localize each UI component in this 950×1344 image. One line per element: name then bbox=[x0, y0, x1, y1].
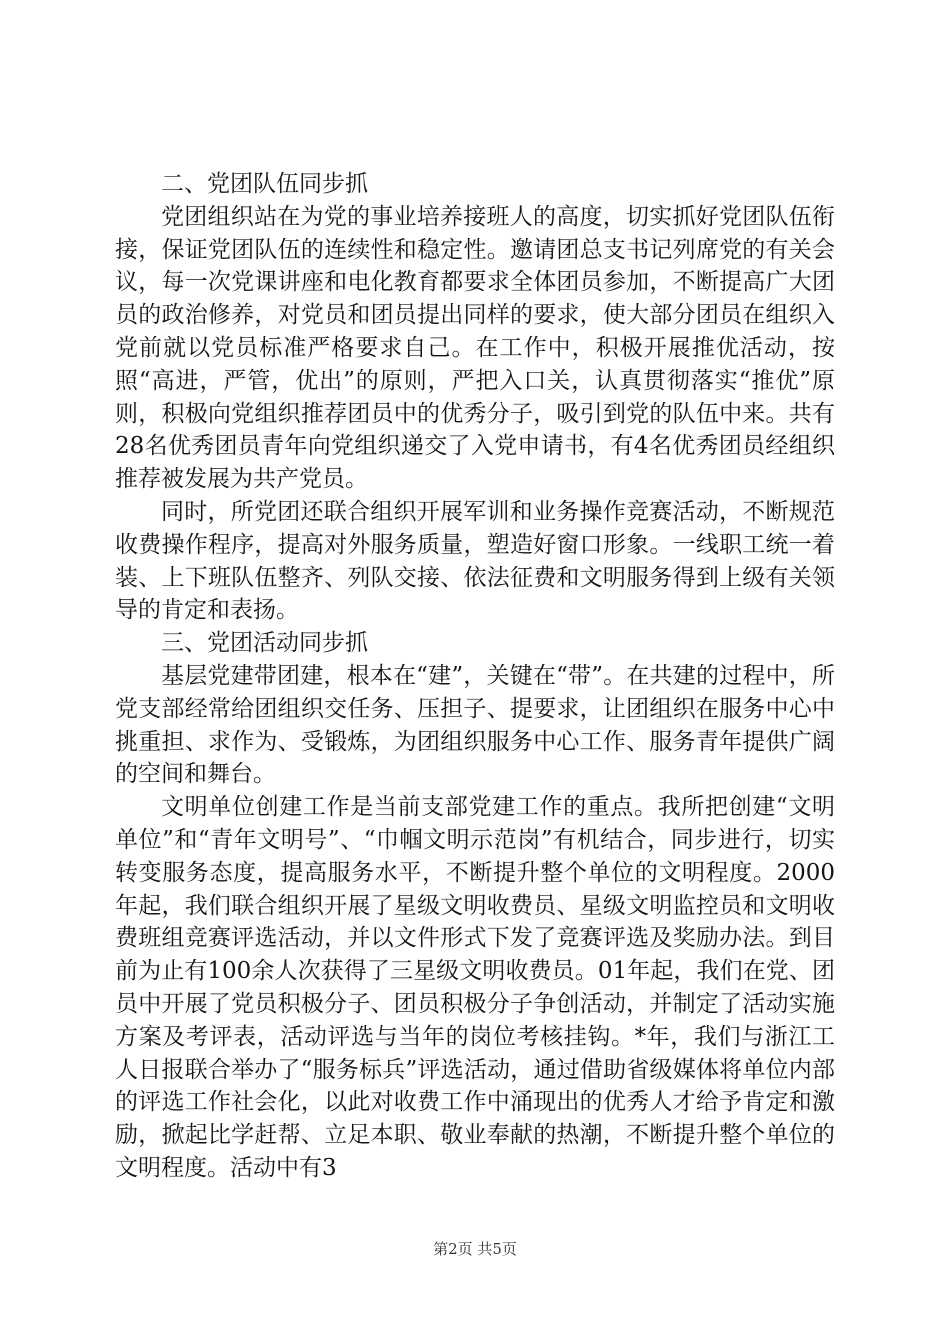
page-number-footer: 第2页 共5页 bbox=[433, 1240, 517, 1258]
section-heading: 三、党团活动同步抓 bbox=[161, 630, 368, 657]
body-paragraph: 文明单位创建工作是当前支部党建工作的重点。我所把创建“文明单位”和“青年文明号”、“巾帼文明示范岗”有机结合，同步进行，切实转变服务态度，提高服务水平，不断提升整个单位的文明程度。2000年起，我们联合组织开展了星级文明收费员、星级文明监控员和文明收费班组竞赛评选活动，并以文件形式下发了竞赛评选及奖励办法。到目前为止有100余人次获得了三星级文明收费员。01年起，我们在党、团员中开展了党员积极分子、团员积极分子争创活动，并制定了活动实施方案及考评表，活动评选与当年的岗位考核挂钩。*年，我们与浙江工人日报联合举办了“服务标兵”评选活动，通过借助省级媒体将单位内部的评选工作社会化，以此对收费工作中涌现出的优秀人才给予肯定和激励，掀起比学赶帮、立足本职、敬业奉献的热潮，不断提升整个单位的文明程度。活动中有3 bbox=[115, 794, 835, 1181]
section-heading: 二、党团队伍同步抓 bbox=[161, 171, 368, 197]
body-paragraph: 基层党建带团建，根本在“建”，关键在“带”。在共建的过程中，所党支部经常给团组织交任务、压担子、提要求，让团组织在服务中心中挑重担、求作为、受锻炼，为团组织服务中心工作、服务青年提供广阔的空间和舞台。 bbox=[115, 662, 835, 788]
body-paragraph: 同时，所党团还联合组织开展军训和业务操作竞赛活动，不断规范收费操作程序，提高对外服务质量，塑造好窗口形象。一线职工统一着装、上下班队伍整齐、列队交接、依法征费和文明服务得到上级有关领导的肯定和表扬。 bbox=[115, 498, 835, 624]
body-paragraph: 党团组织站在为党的事业培养接班人的高度，切实抓好党团队伍衔接，保证党团队伍的连续性和稳定性。邀请团总支书记列席党的有关会议，每一次党课讲座和电化教育都要求全体团员参加，不断提高广大团员的政治修养，对党员和团员提出同样的要求，使大部分团员在组织入党前就以党员标准严格要求自己。在工作中，积极开展推优活动，按照“高进，严管，优出”的原则，严把入口关，认真贯彻落实“推优”原则，积极向党组织推荐团员中的优秀分子，吸引到党的队伍中来。共有28名优秀团员青年向党组织递交了入党申请书，有4名优秀团员经组织推荐被发展为共产党员。 bbox=[115, 203, 835, 493]
document-body bbox=[115, 168, 835, 1185]
